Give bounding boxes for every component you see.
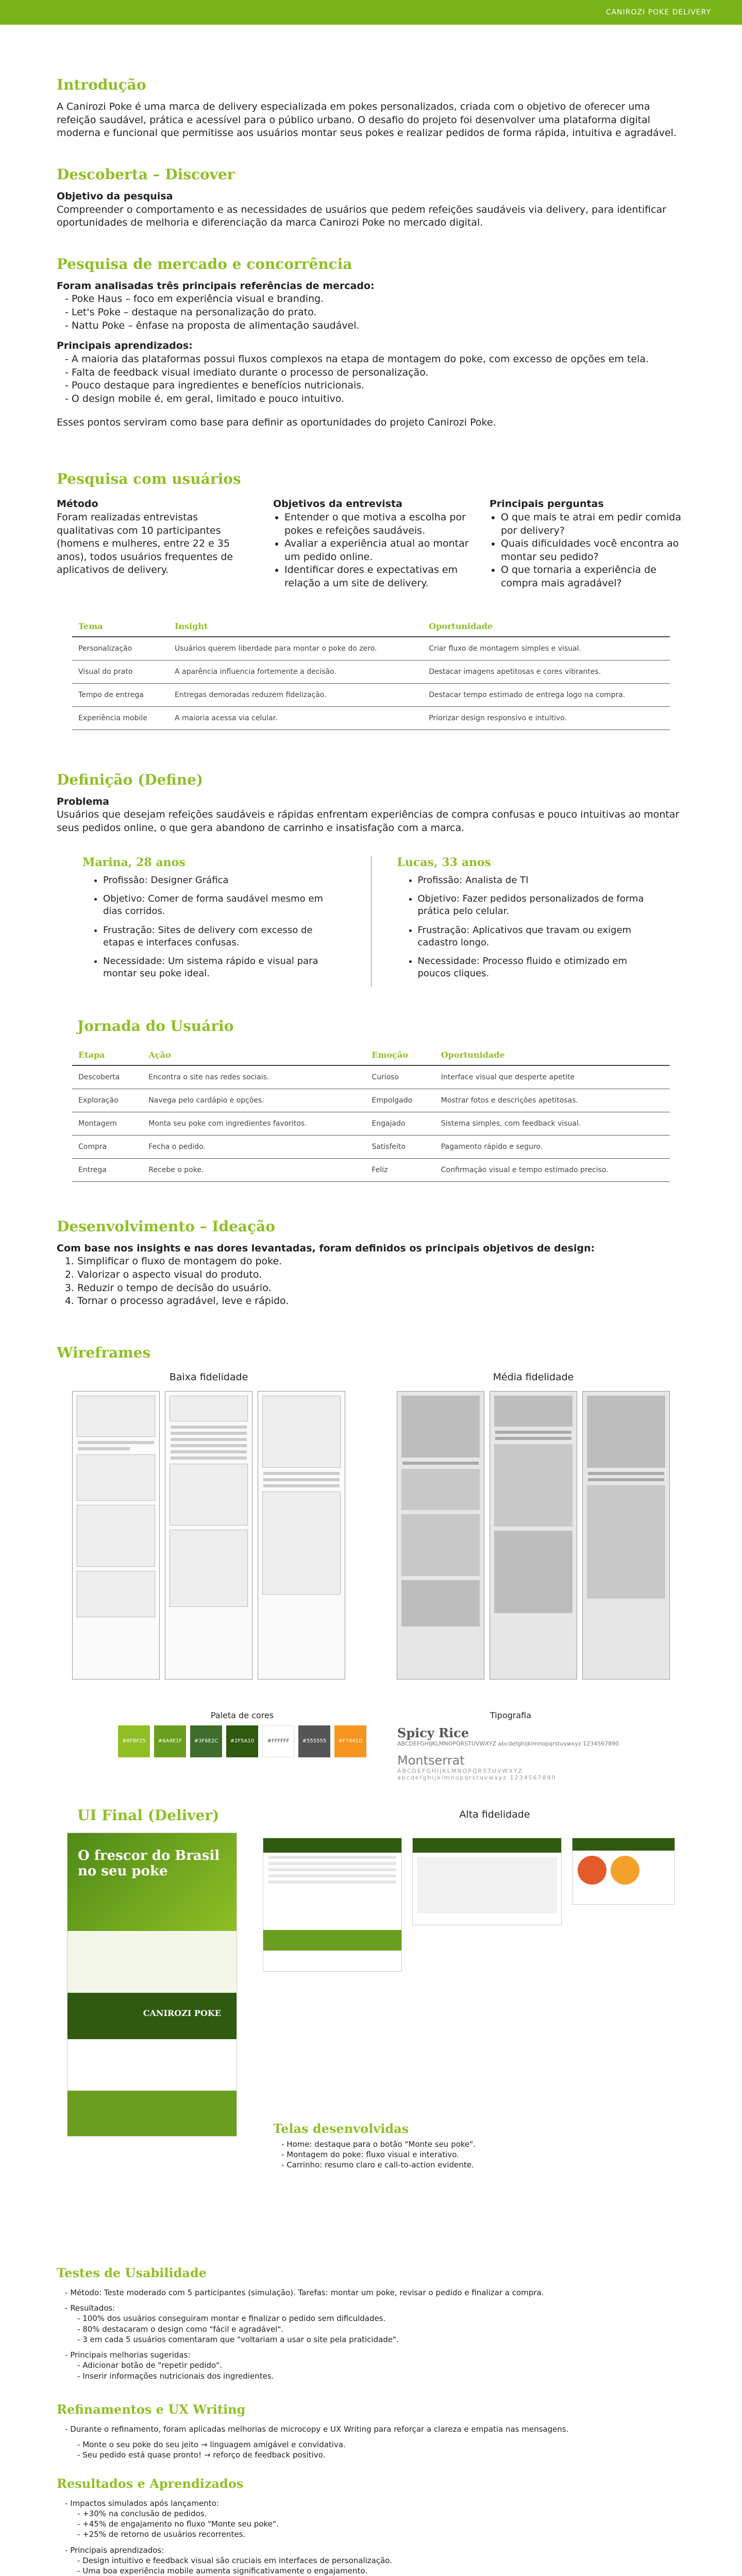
color-swatch: #F7941D	[334, 1725, 366, 1757]
users-columns	[57, 498, 685, 590]
color-swatches	[118, 1725, 366, 1757]
style-guide	[57, 1710, 685, 1781]
list-item: • O que mais te atrai em pedir comida por delivery?	[501, 511, 685, 537]
list-item: - Principais melhorias sugeridas:	[65, 2350, 685, 2360]
list-item: - 80% destacaram o design como "fácil e agradável".	[77, 2324, 685, 2334]
list-item: - Resultados:	[65, 2303, 685, 2313]
table-row	[72, 1089, 670, 1112]
list-item: - Durante o refinamento, foram aplicadas melhorias de microcopy e UX Writing para reforçar a clareza e empatia nas mensagens.	[65, 2424, 685, 2434]
method-title: Método	[57, 498, 98, 510]
discover-text: Compreender o comportamento e as necessidades de usuários que pedem refeições saudáveis via delivery, para identificar oportunidades de melhoria e diferenciação da marca Canirozi Poke no mercado digital.	[57, 204, 666, 229]
wireframe-block	[417, 1857, 557, 1913]
high-fi-label: Alta fidelidade	[459, 1808, 530, 1820]
table-row	[72, 1158, 670, 1181]
list-item: • Frustração: Aplicativos que travam ou exigem cadastro longo.	[418, 924, 660, 950]
users-section	[57, 470, 685, 730]
goals-column	[273, 498, 469, 590]
wireframe-line	[171, 1432, 247, 1435]
builder-mockup	[263, 1838, 402, 1972]
wireframes-title: Wireframes	[57, 1344, 151, 1361]
table-cell: Destacar tempo estimado de entrega logo na compra.	[423, 683, 670, 706]
wireframe-block	[170, 1464, 248, 1526]
wireframe-line	[588, 1478, 664, 1481]
table-cell: Monta seu poke com ingredientes favoritos.	[142, 1112, 365, 1135]
table-header: Oportunidade	[435, 1045, 670, 1065]
mid-fi-frames	[381, 1391, 685, 1680]
discover-section	[57, 166, 685, 230]
font2-name: Montserrat	[397, 1753, 465, 1768]
wireframe-block	[587, 1485, 665, 1599]
home-mockup	[67, 1833, 237, 2137]
table-cell: Sistema simples, com feedback visual.	[435, 1112, 670, 1135]
wireframe-frame	[490, 1391, 577, 1680]
list-item: - Poke Haus – foco em experiência visual e branding.	[65, 293, 685, 306]
wireframe-line	[171, 1450, 247, 1453]
define-section	[57, 771, 685, 835]
wireframe-line	[78, 1447, 130, 1450]
table-header-row	[72, 616, 670, 637]
mock-footer	[68, 2091, 237, 2137]
list-item: • Identificar dores e expectativas em relação a um site de delivery.	[284, 564, 469, 590]
poke-bowl-image	[578, 1856, 606, 1885]
wireframe-block	[494, 1531, 572, 1613]
table-cell: A aparência influencia fortemente a decisão.	[168, 660, 423, 683]
insights-table	[72, 616, 670, 730]
wireframe-frame	[258, 1391, 345, 1680]
cart-items	[572, 1851, 674, 1890]
wireframe-block	[170, 1396, 248, 1421]
goals-title: Objetivos da entrevista	[273, 498, 403, 510]
wireframe-line	[171, 1456, 247, 1460]
refine-section	[57, 2402, 685, 2461]
results-section	[57, 2476, 685, 2576]
discover-title: Descoberta – Discover	[57, 165, 235, 183]
develop-goals	[57, 1255, 685, 1308]
wireframe-block	[587, 1396, 665, 1468]
questions-title: Principais perguntas	[490, 498, 604, 510]
develop-section	[57, 1218, 685, 1308]
list-item: • Entender o que motiva a escolha por pokes e refeições saudáveis.	[284, 511, 469, 537]
list-item: - Carrinho: resumo claro e call-to-action evidente.	[281, 2160, 562, 2170]
personas	[57, 856, 685, 987]
table-cell: Priorizar design responsivo e intuitivo.	[423, 706, 670, 730]
wireframe-line	[588, 1472, 664, 1475]
typography-block	[397, 1710, 624, 1781]
market-title: Pesquisa de mercado e concorrência	[57, 255, 352, 273]
hero-banner: O frescor do Brasil no seu poke	[68, 1833, 237, 1931]
wireframe-line	[263, 1472, 340, 1475]
table-cell: Recebe o poke.	[142, 1158, 365, 1181]
table-header: Tema	[72, 616, 168, 637]
refine-title: Refinamentos e UX Writing	[57, 2401, 246, 2417]
screens-list	[273, 2139, 562, 2171]
wireframe-line	[402, 1462, 479, 1465]
wireframe-frame	[582, 1391, 670, 1680]
wireframe-block	[262, 1396, 341, 1468]
list-item: 4. Tornar o processo agradável, leve e rápido.	[77, 1295, 685, 1308]
table-row	[72, 706, 670, 730]
insights-table-wrap	[57, 616, 685, 730]
palette-title: Paleta de cores	[210, 1710, 274, 1720]
table-cell: Interface visual que desperte apetite	[435, 1065, 670, 1089]
develop-intro: Com base nos insights e nas dores levantadas, foram definidos os principais objetivos de design:	[57, 1242, 595, 1254]
questions-column	[490, 498, 685, 590]
intro-title: Introdução	[57, 76, 146, 93]
intro-text: A Canirozi Poke é uma marca de delivery especializada em pokes personalizados, criada com o objetivo de oferecer uma refeição saudável, prática e acessível para o público urbano. O desafio do projeto foi desenvolver uma plataforma digital moderna e funcional que permitisse aos usuários montar seus pokes e realizar pedidos de forma rápida, intuitiva e agradável.	[57, 101, 677, 139]
table-header: Emoção	[365, 1045, 434, 1065]
wireframe-line	[268, 1880, 396, 1884]
tests-improve	[57, 2360, 685, 2381]
table-row	[72, 683, 670, 706]
table-row	[72, 660, 670, 683]
table-cell: Satisfeito	[365, 1135, 434, 1158]
mock-section	[68, 2039, 237, 2091]
mock-header	[572, 1838, 674, 1851]
list-item: • Profissão: Designer Gráfica	[103, 874, 345, 887]
table-cell: Pagamento rápido e seguro.	[435, 1135, 670, 1158]
brand-label: CANIROZI POKE DELIVERY	[605, 8, 711, 16]
list-item: - A maioria das plataformas possui fluxos complexos na etapa de montagem do poke, com excesso de opções em tela.	[65, 353, 685, 366]
journey-table	[72, 1045, 670, 1182]
list-item: • Avaliar a experiência atual ao montar um pedido online.	[284, 537, 469, 564]
table-cell: Montagem	[72, 1112, 142, 1135]
mock-footer	[263, 1930, 401, 1951]
list-item: - Pouco destaque para ingredientes e benefícios nutricionais.	[65, 379, 685, 393]
list-item: 1. Simplificar o fluxo de montagem do poke.	[77, 1255, 685, 1268]
low-fi-label: Baixa fidelidade	[169, 1371, 248, 1383]
wireframe-block	[401, 1514, 480, 1576]
journey-title: Jornada do Usuário	[77, 1017, 234, 1035]
table-cell: Descoberta	[72, 1065, 142, 1089]
list-item: - Método: Teste moderado com 5 participantes (simulação). Tarefas: montar um poke, revisar o pedido e finalizar a compra.	[65, 2287, 685, 2298]
wireframe-line	[268, 1856, 396, 1859]
list-item: - Impactos simulados após lançamento:	[65, 2498, 685, 2509]
wireframe-line	[268, 1874, 396, 1877]
wireframe-line	[171, 1438, 247, 1441]
list-item: - 100% dos usuários conseguiram montar e finalizar o pedido sem dificuldades.	[77, 2313, 685, 2324]
list-item: • Necessidade: Processo fluido e otimizado em poucos cliques.	[418, 955, 660, 980]
table-cell: Navega pelo cardápio e opções.	[142, 1089, 365, 1112]
table-row	[72, 637, 670, 660]
tests-list	[57, 2287, 685, 2314]
list-item: - Let's Poke – destaque na personalização do prato.	[65, 306, 685, 319]
font1-name: Spicy Rice	[397, 1725, 469, 1740]
wireframe-block	[262, 1492, 341, 1595]
market-learn-title: Principais aprendizados:	[57, 340, 193, 352]
list-item: • Objetivo: Fazer pedidos personalizados de forma prática pelo celular.	[418, 893, 660, 918]
color-swatch: #555555	[298, 1725, 330, 1757]
table-cell: Entrega	[72, 1158, 142, 1181]
wireframe-block	[401, 1580, 480, 1626]
list-item: • Frustração: Sites de delivery com excesso de etapas e interfaces confusas.	[103, 924, 345, 950]
refine-list	[57, 2424, 685, 2434]
users-title: Pesquisa com usuários	[57, 470, 241, 488]
list-item: - Seu pedido está quase pronto! → reforço de feedback positivo.	[77, 2450, 685, 2460]
typography-title: Tipografia	[490, 1710, 532, 1720]
market-learn-list	[57, 353, 685, 406]
color-swatch: #6A9E1F	[154, 1725, 186, 1757]
color-swatch: #8FBF25	[118, 1725, 150, 1757]
table-cell: Feliz	[365, 1158, 434, 1181]
problem-title: Problema	[57, 795, 109, 807]
list-item: - +30% na conclusão de pedidos.	[77, 2509, 685, 2519]
table-row	[72, 1065, 670, 1089]
results-impact	[57, 2509, 685, 2540]
wireframe-line	[78, 1441, 154, 1444]
list-item: 3. Reduzir o tempo de decisão do usuário.	[77, 1282, 685, 1295]
color-swatch: #3F6E2C	[190, 1725, 222, 1757]
mock-header	[413, 1838, 561, 1853]
market-refs-title: Foram analisadas três principais referências de mercado:	[57, 280, 375, 292]
low-fi-column	[57, 1371, 361, 1680]
list-item: • Objetivo: Comer de forma saudável mesmo em dias corridos.	[103, 893, 345, 918]
color-swatch: #FFFFFF	[262, 1725, 294, 1757]
tests-title: Testes de Usabilidade	[57, 2265, 207, 2280]
list-item: - Adicionar botão de "repetir pedido".	[77, 2360, 685, 2370]
table-cell: Exploração	[72, 1089, 142, 1112]
palette-block	[118, 1710, 366, 1781]
ui-title: UI Final (Deliver)	[77, 1806, 220, 1824]
list-item: - Design intuitivo e feedback visual são cruciais em interfaces de personalização.	[77, 2555, 685, 2566]
table-header: Etapa	[72, 1045, 142, 1065]
wireframe-line	[171, 1444, 247, 1447]
mid-fi-label: Média fidelidade	[493, 1371, 574, 1383]
brand-banner: CANIROZI POKE	[68, 1993, 237, 2039]
table-row	[72, 1135, 670, 1158]
screens-title: Telas desenvolvidas	[273, 2121, 409, 2136]
table-cell: Engajado	[365, 1112, 434, 1135]
list-item: • Profissão: Analista de TI	[418, 874, 660, 887]
wireframe-block	[77, 1505, 155, 1567]
tests-improve-title-list	[57, 2350, 685, 2360]
list-item: - +45% de engajamento no fluxo "Monte seu poke".	[77, 2519, 685, 2529]
case-study-page	[0, 76, 742, 2576]
table-cell: Empolgado	[365, 1089, 434, 1112]
intro-section	[57, 76, 685, 140]
list-item: - Home: destaque para o botão "Monte seu poke".	[281, 2139, 562, 2149]
table-header: Insight	[168, 616, 423, 637]
table-cell: Destacar imagens apetitosas e cores vibrantes.	[423, 660, 670, 683]
results-title: Resultados e Aprendizados	[57, 2476, 244, 2491]
list-item: - Inserir informações nutricionais dos ingredientes.	[77, 2371, 685, 2381]
table-header-row	[72, 1045, 670, 1065]
market-refs-list	[57, 293, 685, 332]
persona-list	[82, 874, 345, 980]
wireframe-line	[495, 1431, 571, 1434]
list-item: - 3 em cada 5 usuários comentaram que "voltariam a usar o site pela praticidade".	[77, 2334, 685, 2345]
wireframe-block	[401, 1469, 480, 1510]
table-cell: Encontra o site nas redes sociais.	[142, 1065, 365, 1089]
cart-mockup	[572, 1838, 675, 1905]
problem-text: Usuários que desejam refeições saudáveis e rápidas enfrentam experiências de compra confusas e pouco intuitivas ao montar seus pedidos online, o que gera abandono de carrinho e insatisfação com a marca.	[57, 809, 680, 834]
table-cell: Fecha o pedido.	[142, 1135, 365, 1158]
wireframe-line	[263, 1484, 340, 1487]
list-item: - Principais aprendizados:	[65, 2545, 685, 2555]
persona-name: Lucas, 33 anos	[397, 855, 491, 869]
low-fi-frames	[57, 1391, 361, 1680]
wireframe-block	[77, 1571, 155, 1617]
mock-header	[263, 1838, 401, 1853]
list-item: • Necessidade: Um sistema rápido e visual para montar seu poke ideal.	[103, 955, 345, 980]
persona-card	[57, 856, 371, 987]
persona-card	[371, 856, 686, 987]
table-cell: A maioria acessa via celular.	[168, 706, 423, 730]
wireframe-frame	[72, 1391, 160, 1680]
wireframe-block	[77, 1396, 155, 1437]
results-learn-title-list	[57, 2545, 685, 2555]
list-item: - O design mobile é, em geral, limitado e pouco intuitivo.	[65, 393, 685, 406]
wireframe-block	[494, 1396, 572, 1427]
wireframe-frame	[165, 1391, 252, 1680]
list-item: - Nattu Poke – ênfase na proposta de alimentação saudável.	[65, 319, 685, 333]
table-cell: Compra	[72, 1135, 142, 1158]
table-cell: Visual do prato	[72, 660, 168, 683]
journey-section	[57, 1018, 685, 1182]
persona-name: Marina, 28 anos	[82, 855, 185, 869]
table-cell: Personalização	[72, 637, 168, 660]
discover-subtitle: Objetivo da pesquisa	[57, 190, 173, 202]
list-item: - Montagem do poke: fluxo visual e interativo.	[281, 2149, 562, 2160]
list-item: - Monte o seu poke do seu jeito → linguagem amigável e convidativa.	[77, 2439, 685, 2450]
table-cell: Tempo de entrega	[72, 683, 168, 706]
wireframes-row	[57, 1371, 685, 1680]
wireframe-block	[401, 1396, 480, 1458]
ui-section	[57, 1807, 685, 2250]
wireframe-block	[77, 1454, 155, 1501]
screens-block	[273, 2121, 562, 2171]
wireframe-line	[263, 1478, 340, 1481]
mock-section	[68, 1931, 237, 1993]
market-closing: Esses pontos serviram como base para definir as oportunidades do projeto Canirozi Poke.	[57, 416, 496, 428]
persona-list	[397, 874, 660, 980]
wireframe-frame	[397, 1391, 484, 1680]
tests-section	[57, 2265, 685, 2381]
table-cell: Criar fluxo de montagem simples e visual.	[423, 637, 670, 660]
font2-sample: ABCDEFGHIJKLMNOPQRSTUVWXYZ abcdefghijklmnopqrstuvwxyz 1234567890	[397, 1767, 556, 1781]
table-cell: Usuários querem liberdade para montar o poke do zero.	[168, 637, 423, 660]
goals-list	[273, 511, 469, 590]
method-column	[57, 498, 252, 590]
table-cell: Curioso	[365, 1065, 434, 1089]
wireframe-line	[268, 1868, 396, 1871]
wireframe-line	[171, 1426, 247, 1429]
font1-sample: ABCDEFGHIJKLMNOPQRSTUVWXYZ abcdefghijklmnopqrstuvwxyz 1234567890	[397, 1740, 619, 1747]
menu-mockup	[412, 1838, 562, 1925]
list-item: - Uma boa experiência mobile aumenta significativamente o engajamento.	[77, 2566, 685, 2576]
define-title: Definição (Define)	[57, 771, 204, 788]
market-section	[57, 256, 685, 429]
wireframes-section	[57, 1344, 685, 1781]
table-cell: Entregas demoradas reduzem fidelização.	[168, 683, 423, 706]
table-cell: Experiência mobile	[72, 706, 168, 730]
top-bar	[0, 0, 742, 25]
develop-title: Desenvolvimento – Ideação	[57, 1217, 275, 1235]
tests-results	[57, 2313, 685, 2345]
wireframe-line	[495, 1437, 571, 1440]
list-item: - +25% de retorno de usuários recorrentes.	[77, 2529, 685, 2539]
table-cell: Confirmação visual e tempo estimado preciso.	[435, 1158, 670, 1181]
list-item: - Falta de feedback visual imediato durante o processo de personalização.	[65, 366, 685, 380]
table-row	[72, 1112, 670, 1135]
refine-items	[57, 2439, 685, 2461]
wireframe-block	[494, 1444, 572, 1527]
list-item: • Quais dificuldades você encontra ao montar seu pedido?	[501, 537, 685, 564]
results-impact-title-list	[57, 2498, 685, 2509]
list-item: • O que tornaria a experiência de compra mais agradável?	[501, 564, 685, 590]
mid-fi-column	[381, 1371, 685, 1680]
wireframe-line	[268, 1862, 396, 1865]
table-header: Oportunidade	[423, 616, 670, 637]
results-learn	[57, 2555, 685, 2576]
questions-list	[490, 511, 685, 590]
table-header: Ação	[142, 1045, 365, 1065]
method-text: Foram realizadas entrevistas qualitativas com 10 participantes (homens e mulheres, entre 22 e 35 anos), todos usuários frequentes de aplicativos de delivery.	[57, 511, 233, 576]
color-swatch: #2F5A10	[226, 1725, 258, 1757]
list-item: 2. Valorizar o aspecto visual do produto.	[77, 1268, 685, 1282]
journey-table-wrap	[57, 1045, 685, 1182]
wireframe-block	[170, 1530, 248, 1607]
table-cell: Mostrar fotos e descrições apetitosas.	[435, 1089, 670, 1112]
poke-bowl-image	[611, 1856, 639, 1885]
